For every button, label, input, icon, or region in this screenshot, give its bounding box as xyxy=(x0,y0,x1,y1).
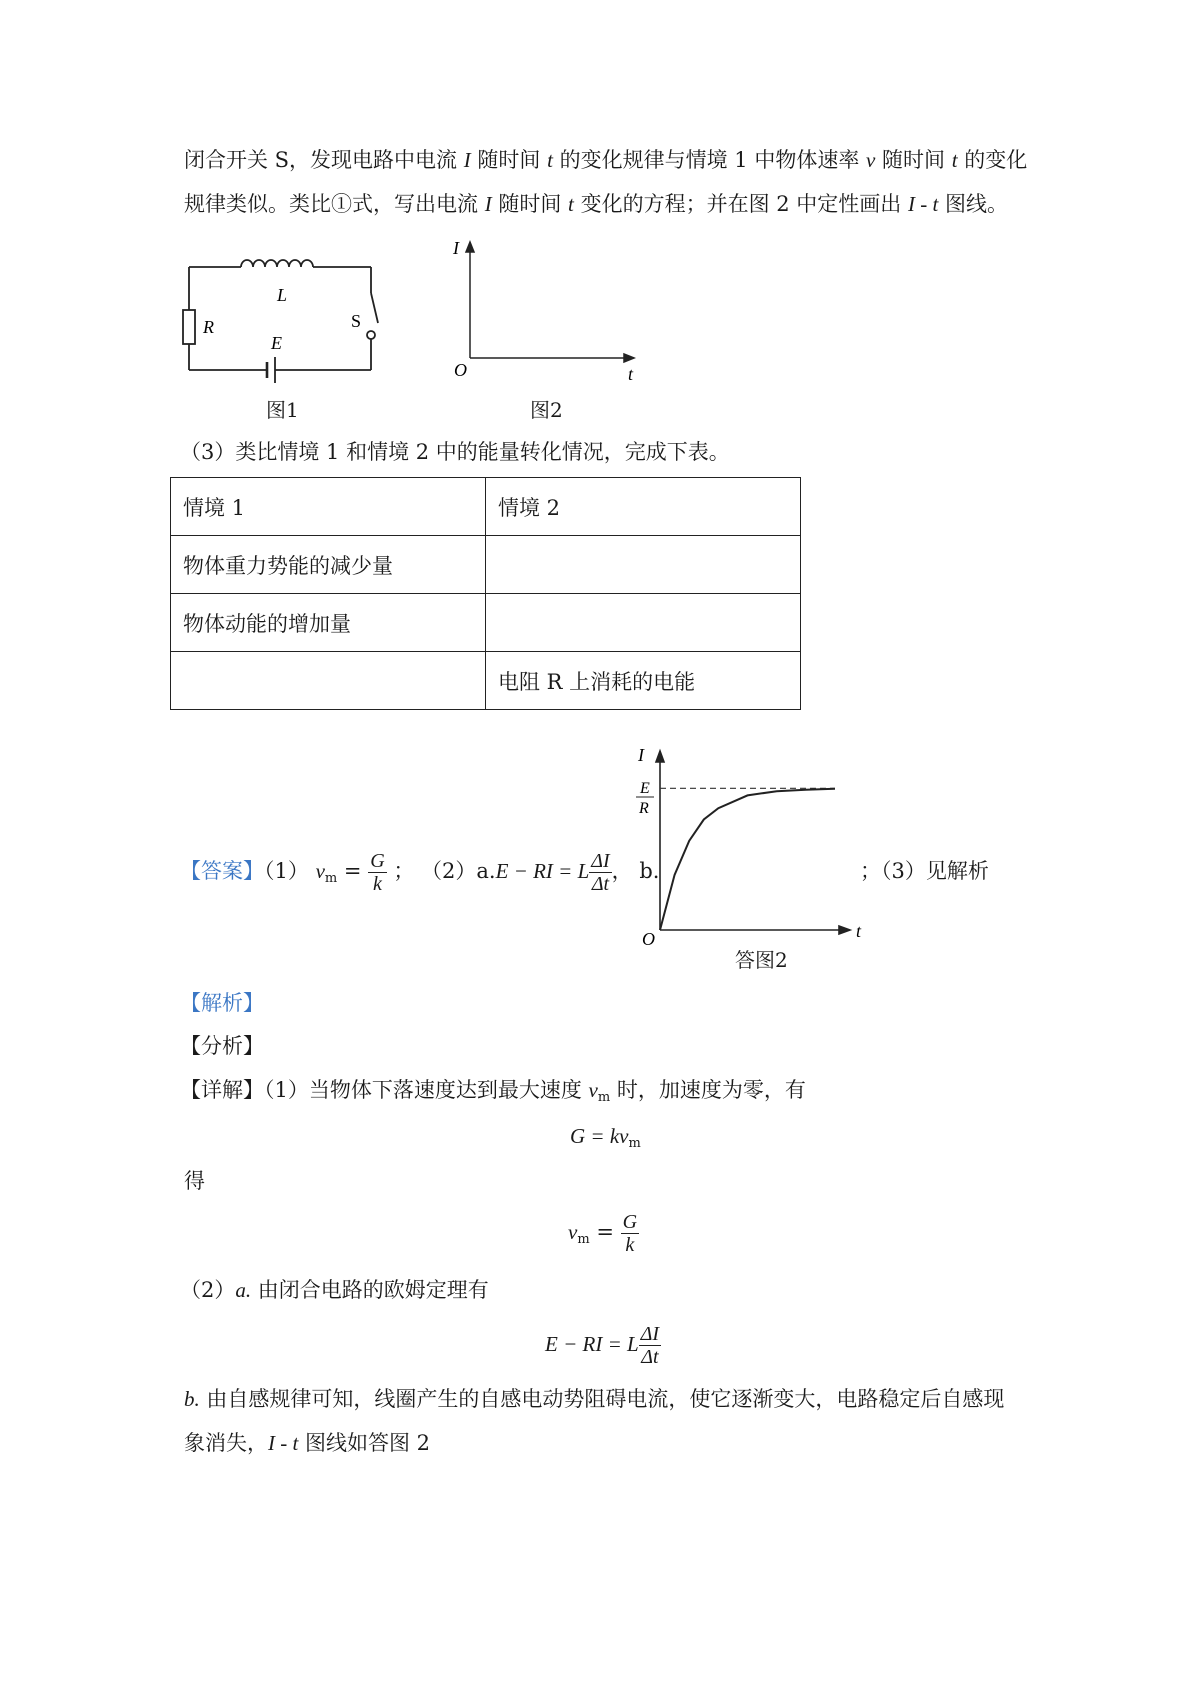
subscript: m xyxy=(628,1136,641,1151)
text: 图线。 xyxy=(938,192,1008,216)
fenxi-heading: 【分析】 xyxy=(180,1034,264,1058)
text: （1） xyxy=(264,859,309,883)
asymptote-numerator: E xyxy=(640,780,650,797)
figure-2-axes xyxy=(448,240,678,400)
text: 图线如答图 2 xyxy=(298,1431,431,1455)
text: = xyxy=(343,859,362,883)
equation-vm xyxy=(568,1208,639,1264)
asymptote-denominator: R xyxy=(639,800,649,817)
answer-figure-2-chart xyxy=(620,745,880,975)
table-row xyxy=(171,536,801,594)
var-v: v xyxy=(568,1220,578,1244)
equation: E − RI = L xyxy=(545,1332,639,1356)
text: 由闭合电路的欧姆定理有 xyxy=(251,1278,489,1302)
figure-1-circuit xyxy=(175,245,405,405)
table-row xyxy=(171,478,801,536)
subscript: m xyxy=(577,1232,590,1247)
origin-label: O xyxy=(454,360,467,380)
y-axis-arrow xyxy=(656,751,664,762)
fraction-dI-over-dt xyxy=(639,1323,661,1368)
table-row xyxy=(171,652,801,710)
y-axis-arrow xyxy=(466,242,474,252)
text: 随时间 xyxy=(875,148,952,172)
inductor-label: L xyxy=(277,285,288,305)
fraction-G-over-k xyxy=(368,850,386,895)
var-t: t xyxy=(547,148,553,172)
var-t: t xyxy=(568,192,574,216)
denominator: Δt xyxy=(641,1346,659,1368)
text: （2） xyxy=(180,1278,236,1302)
label-a: a. xyxy=(235,1278,252,1302)
text: ； xyxy=(393,859,415,883)
text: 闭合开关 S，发现电路中电流 xyxy=(184,148,464,172)
text: 随时间 xyxy=(491,192,569,216)
x-axis-arrow xyxy=(624,354,634,362)
text: 象消失， xyxy=(184,1431,268,1455)
equation-ohm xyxy=(545,1318,661,1370)
intro-line-1 xyxy=(184,145,1027,175)
answer-line-end: ；（3）见解析 xyxy=(860,859,989,883)
text: 随时间 xyxy=(470,148,548,172)
table-cell: 电阻 R 上消耗的电能 xyxy=(486,652,801,710)
part-2a-line xyxy=(180,1275,489,1305)
equation-G-kvm xyxy=(570,1121,641,1159)
numerator: G xyxy=(622,1211,638,1233)
source-label: E xyxy=(271,333,282,353)
var-v: v xyxy=(315,859,325,883)
var-I-t: I - t xyxy=(907,192,939,216)
origin-label: O xyxy=(642,929,655,949)
xiangjie-tag: 【详解】 xyxy=(180,1078,264,1102)
subscript: m xyxy=(597,1090,611,1105)
var-I-t: I - t xyxy=(268,1431,299,1455)
part-b-line-1 xyxy=(184,1384,1004,1414)
table-header-cell: 情境 1 xyxy=(171,478,486,536)
numerator: ΔI xyxy=(591,850,610,872)
switch-blade xyxy=(371,293,378,323)
var-v: v xyxy=(866,148,876,172)
answer-figure-caption: 答图2 xyxy=(735,948,788,972)
denominator: k xyxy=(625,1234,635,1256)
numerator: G xyxy=(370,850,385,872)
text: （2）a. xyxy=(421,859,496,883)
jiexi-heading: 【解析】 xyxy=(180,991,264,1015)
x-axis-label: t xyxy=(628,364,634,384)
text: b. xyxy=(639,859,660,883)
denominator: k xyxy=(372,873,382,895)
var-v: v xyxy=(588,1078,598,1102)
text: 规律类似。类比①式，写出电流 xyxy=(184,192,485,216)
subscript: m xyxy=(324,871,338,886)
table-cell: 物体动能的增加量 xyxy=(171,594,486,652)
table-cell: 物体重力势能的减少量 xyxy=(171,536,486,594)
resistor-label: R xyxy=(203,317,214,337)
current-curve xyxy=(660,789,835,930)
text: 时，加速度为零，有 xyxy=(610,1078,806,1102)
answer-tag: 【答案】 xyxy=(180,859,264,883)
intro-line-2 xyxy=(184,189,1008,219)
energy-table xyxy=(170,477,801,710)
figure-2-caption: 图2 xyxy=(530,398,563,422)
switch-label: S xyxy=(351,311,362,331)
equation: G = kv xyxy=(570,1124,629,1148)
text: 的变化规律与情境 1 中物体速率 xyxy=(552,148,867,172)
text: 由自感规律可知，线圈产生的自感电动势阻碍电流，使它逐渐变大，电路稳定后自感现 xyxy=(199,1387,1005,1411)
inductor-coil xyxy=(241,260,313,267)
asymptote-label xyxy=(636,780,654,817)
fraction-dI-over-dt xyxy=(589,850,611,895)
switch-contact xyxy=(367,331,375,339)
x-axis-label: t xyxy=(856,921,862,941)
figure-1-caption: 图1 xyxy=(266,398,299,422)
equation: E − RI = L xyxy=(495,859,590,883)
text: = xyxy=(596,1220,614,1244)
y-axis-label: I xyxy=(453,238,459,258)
table-cell-blank[interactable] xyxy=(486,536,801,594)
var-t: t xyxy=(951,148,958,172)
x-axis-arrow xyxy=(839,926,850,934)
answer-line xyxy=(180,845,659,905)
table-header-cell: 情境 2 xyxy=(486,478,801,536)
part-b-line-2 xyxy=(184,1428,430,1458)
var-I: I xyxy=(463,148,471,172)
resistor xyxy=(183,310,195,344)
label-b: b. xyxy=(184,1387,200,1411)
var-I: I xyxy=(484,192,492,216)
text: 变化的方程；并在图 2 中定性画出 xyxy=(573,192,908,216)
detail-line-1 xyxy=(180,1075,806,1113)
text: ， xyxy=(611,859,633,883)
text: （1）当物体下落速度达到最大速度 xyxy=(264,1078,589,1102)
denominator: Δt xyxy=(591,873,610,895)
de-text: 得 xyxy=(184,1169,205,1193)
table-cell-blank[interactable] xyxy=(171,652,486,710)
table-cell-blank[interactable] xyxy=(486,594,801,652)
y-axis-label: I xyxy=(638,745,644,765)
numerator: ΔI xyxy=(640,1323,660,1345)
table-row xyxy=(171,594,801,652)
part-3-prompt: （3）类比情境 1 和情境 2 中的能量转化情况，完成下表。 xyxy=(180,440,730,464)
fraction-G-over-k xyxy=(621,1211,639,1256)
text: 的变化 xyxy=(957,148,1028,172)
